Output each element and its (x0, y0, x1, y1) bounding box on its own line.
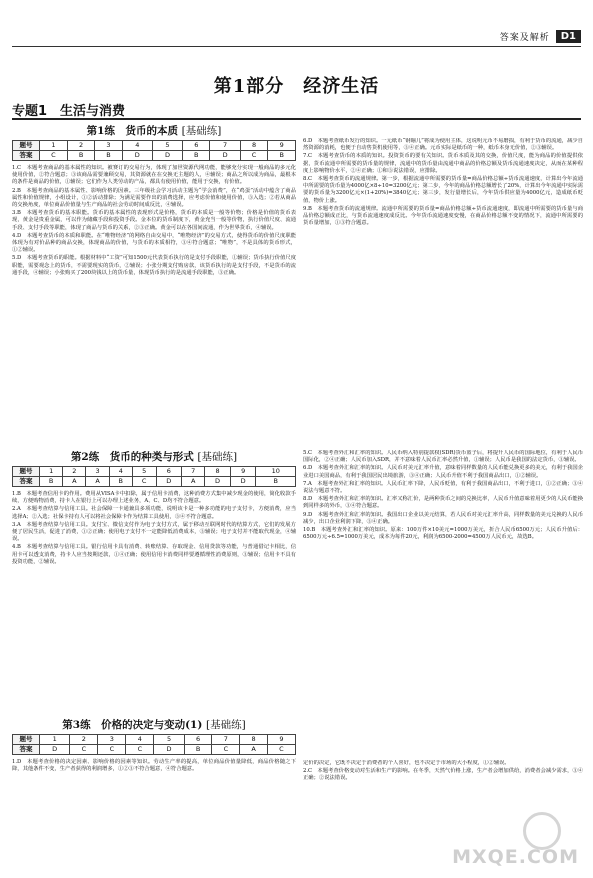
question-number-cell: 8 (240, 735, 268, 745)
table-header-number: 题号 (13, 141, 40, 151)
section-2-right-text (303, 450, 583, 541)
page-badge: D1 (556, 30, 581, 43)
question-number-cell: 5 (132, 467, 156, 477)
explanation-paragraph: 1.B 本题考查信用卡的作用。费用从VISA卡中扣除，属于信用卡消费，这种消费方式集中减少现金的使用，简化收款手续，方便购物消费，持卡人在银行上可以办理上述业务，A、C、D均不符合题意。 (12, 491, 296, 505)
question-number-cell: 7 (210, 141, 240, 151)
section-3-title (12, 718, 296, 732)
explanation-paragraph: 2.B 本题考查商品的基本属性、影响价格的因素。三年级社会学习活动主题为“学会消费”，在“鸡蛋”活动中蕴含了商品属性和价值规律，小组设计，①②活动排除；为满足需要作出的消费选择，应考虑价值和使用价值，③入选；②若从商品的交换角度，单位商品价值量与生产商品的社会劳动时间成反比，④辅误。 (12, 187, 296, 209)
answer-cell: D (210, 151, 240, 161)
answer-cell: A (63, 477, 86, 487)
explanation-paragraph: 3.A 本题考查结算与信用工具。支付宝、微信支付作为电子支付方式，属于移动互联网时代的结算方式，它们的发展方便了居民生活，促进了消费，①②正确；使用电子支付不一定能降低消费成本，③辅误；电子支付并不能取代现金，④辅误。 (12, 521, 296, 543)
section-1-right (303, 138, 583, 444)
answer-cell: B (95, 151, 122, 161)
header-right (500, 30, 581, 43)
question-number-cell: 1 (40, 467, 63, 477)
explanation-paragraph: 8.D 本题考查外汇和汇率的知识。汇率又称汇价，是两种货币之间的兑换比率，人民币升值意味着用更少的人民币能换到同样多的外币，③④符合题意。 (303, 496, 583, 510)
explanation-paragraph: 4.D 本题考查货币的本质和职能。在“唯物经济”的网络自由交易中，“唯物经济”的交易方式，使得货币的价值尺度职能体现为有对价品种的商品交换，体现商品的价值，与货币的本质相符，③④符合题意；“唯物”，不是具体的货币形式，①②辅误。 (12, 232, 296, 254)
section-3-tag: [基础练] (206, 719, 246, 731)
question-number-cell: 6 (156, 467, 182, 477)
explanation-paragraph: 1.D 本题考查价格的决定因素、影响价格的因素等知识。劳动生产率的提高，单位商品价值量降低，商品价格随之下降，其他条件不变，生产者获得的利润增多，①②③不符合题意，④符合题意。 (12, 759, 296, 773)
watermark-circle-icon (523, 812, 561, 850)
question-number-cell: 6 (183, 141, 210, 151)
question-number-cell: 3 (98, 735, 126, 745)
table-row (13, 467, 296, 477)
explanation-paragraph: 6.D 本题考查外汇和汇率的知识。人民币对美元汇率升值，意味着同样数量的人民币能兑换更多的美元，有利于我国企业进口美国商品，有利于我国居民出境旅游，③④正确；人民币升值不利于我国商品出口，①②辅误。 (303, 465, 583, 479)
section-3-left-text (12, 759, 296, 773)
answer-cell: D (152, 151, 182, 161)
answer-cell: C (40, 151, 68, 161)
table-row (13, 141, 296, 151)
section-3-title-text: 第3练 价格的决定与变动(1) (62, 719, 203, 731)
explanation-paragraph: 7.A 本题考查外汇和汇率的知识。人民币汇率下降，人民币贬值，有利于我国商品出口，不利于进口，①②正确；③④说法与题意不符。 (303, 480, 583, 495)
question-number-cell: 2 (70, 735, 98, 745)
question-number-cell: 4 (126, 735, 154, 745)
answer-cell: C (98, 745, 126, 755)
question-number-cell: 10 (256, 467, 296, 477)
answer-cell: B (183, 151, 210, 161)
explanation-paragraph: 10.B 本题考查外汇和汇率的知识。原来：100万件×10美元=1000万美元，折合人民币6500万元；人民币升值后：6500万元÷6.5=1000万美元，成本为每件20元，利润为6500-2000=4500万人民币元，故选B。 (303, 527, 583, 541)
answer-cell: A (182, 477, 205, 487)
table-row (13, 735, 296, 745)
question-number-cell: 3 (86, 467, 109, 477)
section-2-title (12, 450, 296, 464)
section-2-answer-table (12, 466, 296, 487)
answer-cell: C (70, 745, 98, 755)
section-3-right-text (303, 760, 583, 783)
explanation-paragraph: 9.D 本题考查外汇和汇率的知识。我国出口企业以美元结算，若人民币对美元汇率升高，同样数量的美元兑换的人民币减少，出口企业利润下降，③④正确。 (303, 511, 583, 525)
question-number-cell: 7 (212, 735, 240, 745)
answer-cell: D (230, 477, 256, 487)
explanation-paragraph: 8.C 本题考查货币的流通规律。第一步，根据流通中所需要的货币量=商品价格总额÷货币流通速度，计算出今年流通中所需要的货币量为4000亿×8÷10=3200亿元；第二步，今年的商品价格总额增长了20%，计算出今年流通中实际需要的货币量为3200亿元×(1+20%)=3840亿元；第三步，发行量增长后，今年货币供应量为4000亿元，造成纸币贬值，物价上涨。 (303, 176, 583, 204)
answer-cell: B (67, 151, 94, 161)
answer-cell: B (40, 477, 63, 487)
question-number-cell: 4 (122, 141, 152, 151)
section-1-left (12, 124, 296, 444)
section-1-right-text (303, 138, 583, 227)
table-header-answer: 答案 (13, 151, 40, 161)
section-3-answer-table (12, 734, 296, 755)
answer-cell: C (267, 745, 295, 755)
answer-cell: C (212, 745, 240, 755)
explanation-paragraph: 3.B 本题考查货币的基本职能。货币的基本属性的表现形式是价格，货币的本质是一般等价物；价格是价值的货币表现，黄金是贵重金属，可以作为储藏手段和投资手段。金本位的货币制度下，黄金充当一般等价物，执行价值尺度、流通手段、支付手段等职能，体现了商品与货币的关系，②③正确。黄金可以在各国间流通，作为世界货币，④辅误。 (12, 210, 296, 231)
section-3-right (303, 760, 583, 820)
question-number-cell: 4 (109, 467, 132, 477)
question-number-cell: 5 (154, 735, 184, 745)
question-number-cell: 1 (40, 735, 70, 745)
answer-cell: C (240, 151, 268, 161)
section-2-title-text: 第2练 货币的种类与形式 (70, 451, 194, 463)
header-divider (12, 46, 581, 47)
section-3-left (12, 718, 296, 868)
header-label: 答案及解析 (499, 33, 550, 43)
section-1-title (12, 124, 296, 138)
section-2-left (12, 450, 296, 712)
question-number-cell: 8 (240, 141, 268, 151)
section-2-right (303, 450, 583, 712)
section-1-left-text (12, 165, 296, 277)
table-row (13, 151, 296, 161)
explanation-paragraph: 5.D 本题考查货币的职能。根据材料中“工资”可知1500元代表货币执行的是支付手段职能，①辅误；货币执行价值尺度职能，需要观念上的货币，不需要现实的货币，②辅误；小张分期支付购房款，该货币执行的是支付手段，不是货币的流通手段，④辅误；小张购买了200块钱以上的货币量，体现货币执行的是流通手段职能，③正确。 (12, 255, 296, 276)
question-number-cell: 3 (95, 141, 122, 151)
answer-cell: B (268, 151, 296, 161)
section-1-title-text: 第1练 货币的本质 (86, 125, 178, 137)
table-row (13, 477, 296, 487)
section-1-answer-table (12, 140, 296, 161)
answer-cell: A (86, 477, 109, 487)
question-number-cell: 7 (182, 467, 205, 477)
question-number-cell: 9 (230, 467, 256, 477)
table-header-answer: 答案 (13, 477, 40, 487)
explanation-paragraph: 5.C 本题考查外汇和汇率的知识。人民币纳入特别提款权(SDR)货币篮子后，将提升人民币的国际地位，有利于人民币国际化，②④正确；人民币加入SDR，并不意味着人民币汇率必然升值，①辅误；人民币是我国的法定货币，③辅误。 (303, 450, 583, 464)
answer-cell: D (205, 477, 231, 487)
answer-cell: D (40, 745, 70, 755)
answer-cell: C (132, 477, 156, 487)
section-2-tag: [基础练] (197, 451, 238, 463)
answer-cell: D (122, 151, 152, 161)
answer-cell: B (184, 745, 212, 755)
topic-title: 专题1 生活与消费 (12, 104, 126, 119)
explanation-paragraph: 定价的决定，它既不决定于消费者的个人喜好，也不决定于市场的大小程度，①②辅误。 (303, 760, 510, 766)
answer-cell: C (126, 745, 154, 755)
explanation-paragraph: 4.B 本题考查结算与信用工具。银行信用卡具有消费、转账结算、存取现金、信用贷款等功能，与普通借记卡相比，信用卡可以透支消费，持卡人应当按期还款，①④正确；使用信用卡消费同样要遵循理性消费原则，③辅误；信用卡不具有投资功能，②辅误。 (12, 544, 296, 565)
question-number-cell: 9 (267, 735, 295, 745)
question-number-cell: 1 (40, 141, 68, 151)
explanation-paragraph: 1.C 本题考查商品的基本属性的知识。被赛订的交易行为，体现了加世资源代网功能，能够充分实现一般商品的多元化使用价值，②符合题意；③该商品需要兼顾交易，其资源就在在交换无主题的人，④辅误；商品之所以成为商品，最根本的条件是商品的价值，①辅误；它们作为人类劳动的产品，都具有使用价值，能用于交换，有价值。 (12, 165, 296, 186)
explanation-paragraph: 2.A 本题考查结算与信用工具。社会保障一卡通兼具多项功能，说明该卡是一种多功能的电子支付卡，方便消费，应当选择A；②入选；社保卡持有人可以将社会保障卡作为结算工具使用，③④不符合题意。 (12, 506, 296, 520)
answer-cell: D (154, 745, 184, 755)
explanation-paragraph: 9.B 本题考查货币的流通规律。流通中所需要的货币量=商品价格总额÷货币流通速度，即流通中所需要的货币量与商品价格总额成正比，与货币流通速度成反比。今年货币流通速度变慢，在商品价格总额不变的情况下，流通中所需要的货币量增加，①③符合题意。 (303, 205, 583, 227)
watermark-text: MXQE.COM (452, 846, 579, 868)
explanation-paragraph: 7.C 本题考查货币的本质的知识。投资货币的要有关知识。货币本质及其的交换，价值尺度，能为商品的价值提供依据，货币流通中所需要的货币量的规律，流通中的货币量由流通中商品的价格总额及货币流通速度决定，从而在某种程度上影响物价水平，②④正确；①和③说法错误，应排除。 (303, 153, 583, 174)
table-header-answer: 答案 (13, 745, 40, 755)
section-1-tag: [基础练] (181, 125, 222, 137)
answer-cell: B (109, 477, 132, 487)
question-number-cell: 2 (63, 467, 86, 477)
question-number-cell: 9 (268, 141, 296, 151)
section-2-left-text (12, 491, 296, 566)
question-number-cell: 6 (184, 735, 212, 745)
answer-cell: A (240, 745, 268, 755)
answer-cell: B (256, 477, 296, 487)
watermark-logo (452, 816, 579, 868)
question-number-cell: 2 (67, 141, 94, 151)
table-header-number: 题号 (13, 467, 40, 477)
question-number-cell: 5 (152, 141, 182, 151)
answer-cell: D (156, 477, 182, 487)
explanation-paragraph: 2.C 本题考查价格变动对生活和生产的影响。在冬季，天然气价格上涨，生产者会增加供给，消费者会减少需求，③④正确；②说法错误。 (303, 768, 583, 782)
part-title: 第1部分 经济生活 (213, 76, 380, 97)
question-number-cell: 8 (205, 467, 231, 477)
table-header-number: 题号 (13, 735, 40, 745)
explanation-paragraph: 6.D 本题考查纸币发行的知识。一元纸币“钢镚儿”将成为使用主体，这说明元币不易磨损，有利于货币的流通，减少自然资源的消耗，也便于自动售货机使用等，③④正确。元币实际是纸币的一种，纸币本身无价值，②③辅误。 (303, 138, 583, 152)
topic-divider (12, 118, 581, 120)
table-row (13, 745, 296, 755)
